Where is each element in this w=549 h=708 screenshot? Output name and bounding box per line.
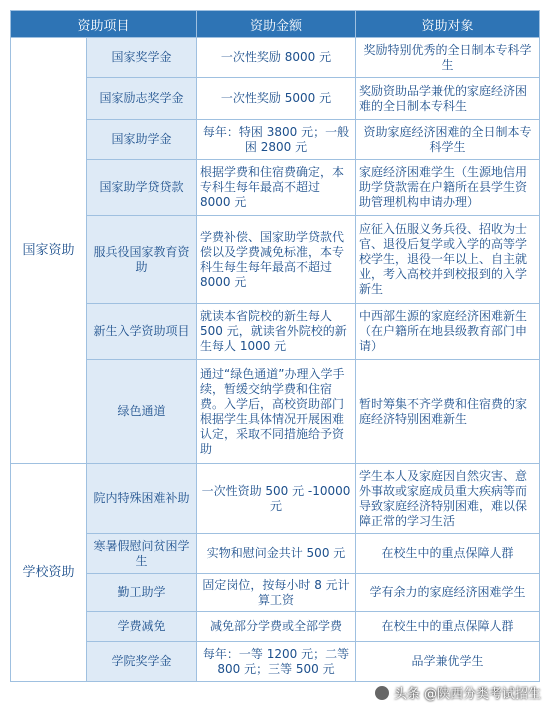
- row-item: 学费减免: [87, 612, 197, 642]
- table-row: [11, 216, 540, 304]
- row-target: 学有余力的家庭经济困难学生: [356, 574, 540, 612]
- watermark: [374, 683, 541, 702]
- table-row: [11, 304, 540, 360]
- table-row: [11, 612, 540, 642]
- row-item: 学院奖学金: [87, 642, 197, 682]
- table-row: [11, 534, 540, 574]
- table-row: [11, 464, 540, 534]
- row-target: 奖励特别优秀的全日制本专科学生: [356, 38, 540, 78]
- row-amount: 就读本省院校的新生每人 500 元，就读省外院校的新生每人 1000 元: [197, 304, 356, 360]
- table-row: [11, 574, 540, 612]
- row-amount: 一次性资助 500 元 -10000 元: [197, 464, 356, 534]
- row-amount: 根据学费和住宿费确定，本专科生每年最高不超过 8000 元: [197, 160, 356, 216]
- row-target: 资助家庭经济困难的全日制本专科学生: [356, 120, 540, 160]
- row-item: 服兵役国家教育资助: [87, 216, 197, 304]
- row-target: 奖励资助品学兼优的家庭经济困难的全日制本专科生: [356, 78, 540, 120]
- table-row: [11, 642, 540, 682]
- row-target: 在校生中的重点保障人群: [356, 612, 540, 642]
- row-amount: 通过“绿色通道”办理入学手续，暂缓交纳学费和住宿费。入学后，高校资助部门根据学生具体情况开展困难认定，采取不同措施给予资助: [197, 360, 356, 464]
- row-item: 新生入学资助项目: [87, 304, 197, 360]
- row-item: 寒暑假慰问贫困学生: [87, 534, 197, 574]
- row-target: 应征入伍服义务兵役、招收为士官、退役后复学或入学的高等学校学生，退役一年以上、自主就业，考入高校并到校报到的入学新生: [356, 216, 540, 304]
- student-aid-table: [10, 10, 540, 682]
- row-amount: 学费补偿、国家助学贷款代偿以及学费减免标准，本专科生每生每年最高不超过 8000 元: [197, 216, 356, 304]
- table-row: [11, 38, 540, 78]
- wechat-logo-icon: [374, 685, 390, 701]
- header-item: 资助项目: [11, 11, 197, 38]
- row-target: 品学兼优学生: [356, 642, 540, 682]
- aid-table-container: [10, 10, 539, 682]
- header-amount: 资助金额: [197, 11, 356, 38]
- category-national: 国家资助: [11, 38, 87, 464]
- category-school: 学校资助: [11, 464, 87, 682]
- row-target: 家庭经济困难学生（生源地信用助学贷款需在户籍所在县学生资助管理机构申请办理）: [356, 160, 540, 216]
- row-target: 暂时筹集不齐学费和住宿费的家庭经济特别困难新生: [356, 360, 540, 464]
- row-item: 勤工助学: [87, 574, 197, 612]
- row-target: 在校生中的重点保障人群: [356, 534, 540, 574]
- table-row: [11, 120, 540, 160]
- header-target: 资助对象: [356, 11, 540, 38]
- table-header-row: [11, 11, 540, 38]
- row-item: 国家励志奖学金: [87, 78, 197, 120]
- row-amount: 一次性奖励 8000 元: [197, 38, 356, 78]
- row-item: 绿色通道: [87, 360, 197, 464]
- row-amount: 固定岗位，按每小时 8 元计算工资: [197, 574, 356, 612]
- table-row: [11, 78, 540, 120]
- row-amount: 每年：一等 1200 元；二等 800 元；三等 500 元: [197, 642, 356, 682]
- row-item: 国家助学金: [87, 120, 197, 160]
- row-amount: 实物和慰问金共计 500 元: [197, 534, 356, 574]
- row-amount: 每年：特困 3800 元；一般困 2800 元: [197, 120, 356, 160]
- row-item: 院内特殊困难补助: [87, 464, 197, 534]
- table-row: [11, 360, 540, 464]
- row-item: 国家奖学金: [87, 38, 197, 78]
- row-amount: 一次性奖励 5000 元: [197, 78, 356, 120]
- row-target: 学生本人及家庭因自然灾害、意外事故或家庭成员重大疾病等而导致家庭经济特别困难，难以保障正常的学习生活: [356, 464, 540, 534]
- row-target: 中西部生源的家庭经济困难新生（在户籍所在地县级教育部门申请）: [356, 304, 540, 360]
- watermark-text: 头条 @陕西分类考试招生: [393, 687, 541, 702]
- row-item: 国家助学贷贷款: [87, 160, 197, 216]
- table-row: [11, 160, 540, 216]
- row-amount: 减免部分学费或全部学费: [197, 612, 356, 642]
